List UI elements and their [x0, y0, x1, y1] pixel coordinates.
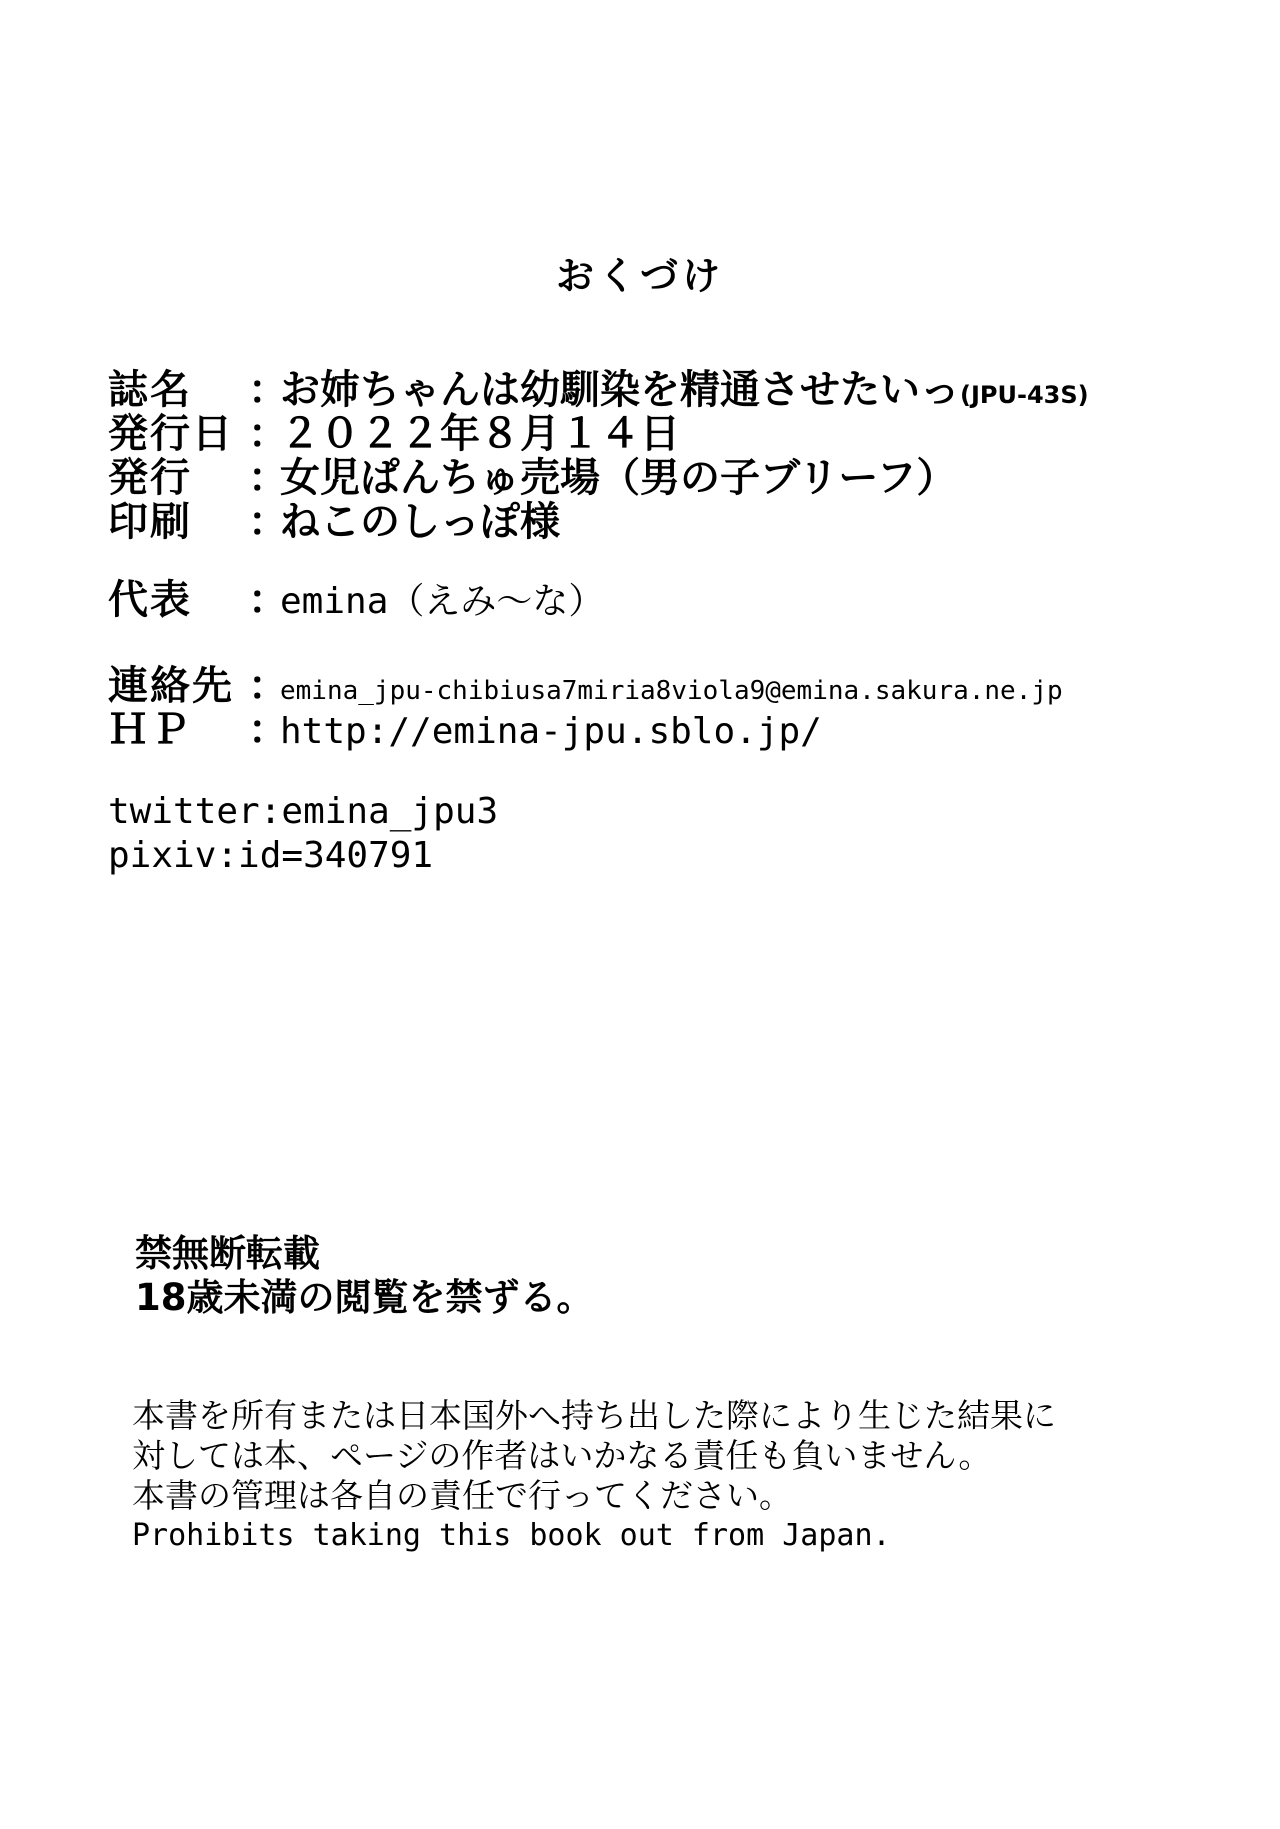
separator: ： [248, 707, 288, 753]
printer-row [108, 498, 560, 546]
book-title-value: お姉ちゃんは幼馴染を精通させたいっ [280, 367, 960, 413]
pixiv-id: pixiv:id=340791 [108, 835, 434, 876]
contact-row [108, 662, 1063, 710]
representative-label: 代表 [108, 577, 192, 623]
book-code: (JPU-43S) [960, 381, 1089, 409]
book-title-label: 誌名 [108, 367, 192, 413]
publish-date-label: 発行日 [108, 411, 234, 457]
publisher-value: 女児ぱんちゅ売場（男の子ブリーフ） [280, 455, 957, 501]
homepage-url: http://emina-jpu.sblo.jp/ [280, 711, 822, 752]
contact-email: emina_jpu-chibiusa7miria8viola9@emina.sakura.ne.jp [280, 676, 1063, 706]
separator: ： [248, 499, 288, 545]
disclaimer-line: 本書の管理は各自の責任で行ってください。 [132, 1476, 792, 1515]
representative-row [108, 576, 604, 624]
publisher-row [108, 454, 956, 502]
printer-label: 印刷 [108, 499, 192, 545]
separator: ： [248, 367, 288, 413]
age-restriction-notice: 18歳未満の閲覧を禁ずる。 [135, 1276, 594, 1319]
twitter-handle: twitter:emina_jpu3 [108, 791, 499, 832]
page-title: おくづけ [555, 254, 724, 298]
separator: ： [248, 577, 288, 623]
disclaimer-line: 対しては本、ページの作者はいかなる責任も負いません。 [132, 1436, 992, 1475]
publish-date-value: ２０２２年８月１４日 [280, 411, 680, 457]
homepage-label: ＨＰ [108, 707, 192, 753]
separator: ： [248, 411, 288, 457]
homepage-row [108, 706, 822, 754]
publish-date-row [108, 410, 680, 458]
disclaimer-line: 本書を所有または日本国外へ持ち出した際により生じた結果に [132, 1396, 1056, 1435]
printer-value: ねこのしっぽ様 [280, 499, 560, 545]
disclaimer-english: Prohibits taking this book out from Japan. [132, 1518, 891, 1553]
separator: ： [248, 663, 288, 709]
separator: ： [248, 455, 288, 501]
publisher-label: 発行 [108, 455, 192, 501]
book-title-row [108, 366, 1089, 414]
representative-value: emina（えみ～な） [280, 581, 605, 622]
contact-label: 連絡先 [108, 663, 234, 709]
no-reprint-notice: 禁無断転載 [135, 1232, 320, 1275]
